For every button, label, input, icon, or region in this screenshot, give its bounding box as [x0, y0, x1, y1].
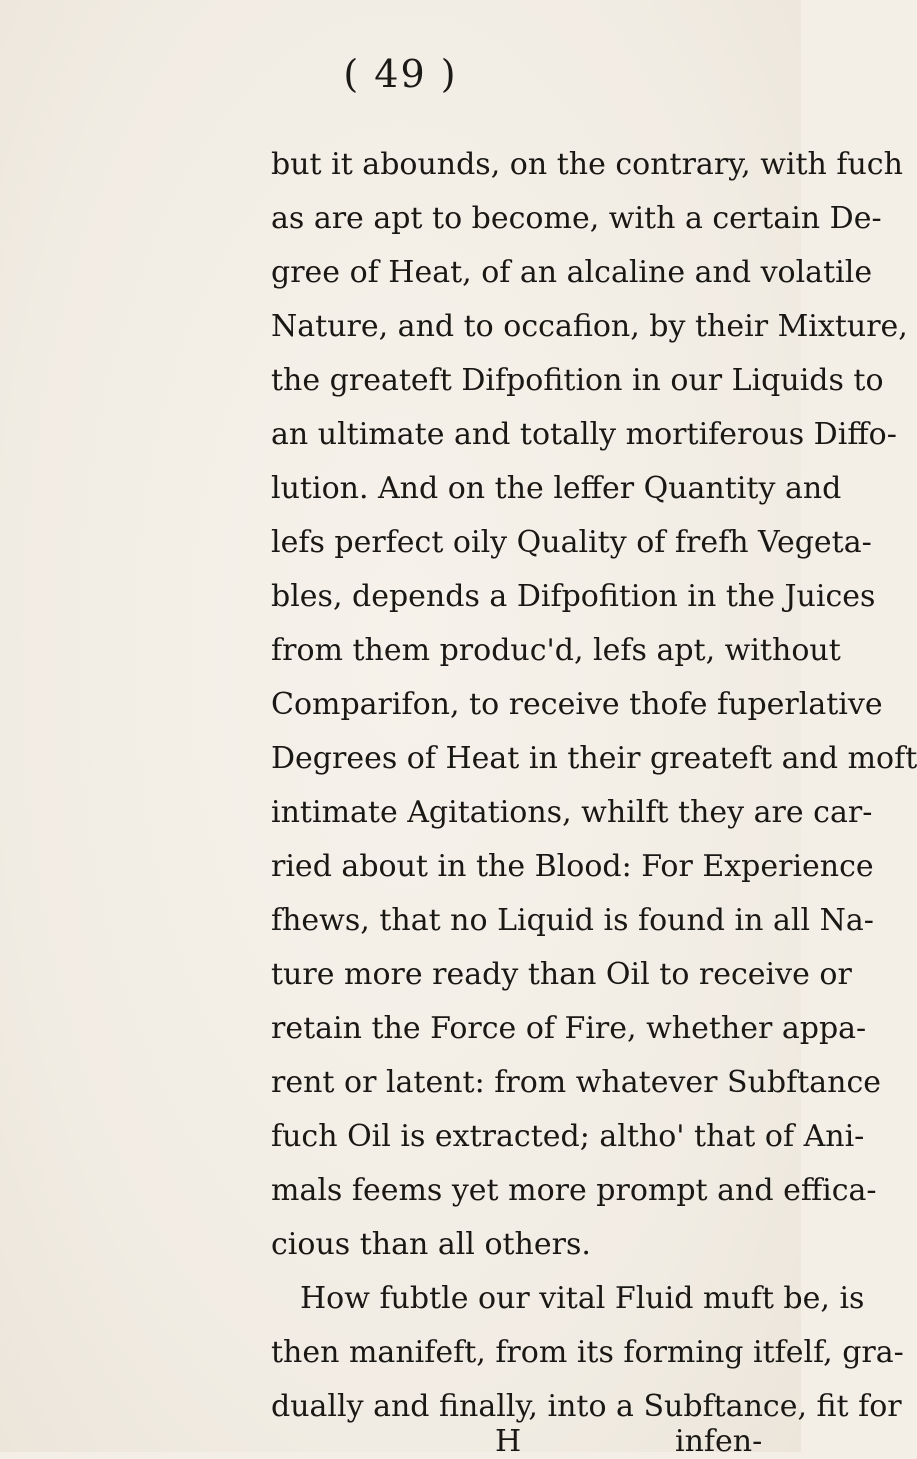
- text-line-3: gree of Heat, of an alcaline and volatile: [271, 255, 873, 290]
- text-line-17: retain the Force of Fire, whether appa-: [271, 1011, 867, 1046]
- text-line-4: Nature, and to occafion, by their Mixture,: [271, 309, 908, 344]
- text-line-1: but it abounds, on the contrary, with fuch: [271, 147, 903, 182]
- text-line-14: ried about in the Blood: For Experience: [271, 849, 874, 884]
- text-line-9: bles, depends a Difpofition in the Juices: [271, 579, 876, 614]
- text-line-18: rent or latent: from whatever Subftance: [271, 1065, 882, 1100]
- text-line-11: Comparifon, to receive thofe fuperlative: [271, 687, 883, 722]
- text-line-16: ture more ready than Oil to receive or: [271, 957, 852, 992]
- signature-mark: H: [495, 1424, 522, 1459]
- text-line-20: mals feems yet more prompt and effica-: [271, 1173, 877, 1208]
- text-line-13: intimate Agitations, whilft they are car-: [271, 795, 873, 830]
- text-line-22: How fubtle our vital Fluid muft be, is: [300, 1281, 865, 1316]
- text-line-19: fuch Oil is extracted; altho' that of Ani-: [271, 1119, 865, 1154]
- text-line-6: an ultimate and totally mortiferous Diffo-: [271, 417, 897, 452]
- text-line-5: the greateft Difpofition in our Liquids to: [271, 363, 884, 398]
- text-line-24: dually and finally, into a Subftance, fit for: [271, 1389, 902, 1424]
- text-line-2: as are apt to become, with a certain De-: [271, 201, 882, 236]
- text-line-21: cious than all others.: [271, 1227, 591, 1262]
- text-line-12: Degrees of Heat in their greateft and moft: [271, 741, 917, 776]
- text-line-8: lefs perfect oily Quality of frefh Vegeta-: [271, 525, 872, 560]
- page-number: ( 49 ): [343, 52, 458, 96]
- text-line-15: fhews, that no Liquid is found in all Na-: [271, 903, 874, 938]
- catchword: infen-: [675, 1424, 763, 1459]
- text-line-23: then manifeft, from its forming itfelf, gra-: [271, 1335, 904, 1370]
- text-line-10: from them produc'd, lefs apt, without: [271, 633, 841, 668]
- text-line-7: lution. And on the leffer Quantity and: [271, 471, 842, 506]
